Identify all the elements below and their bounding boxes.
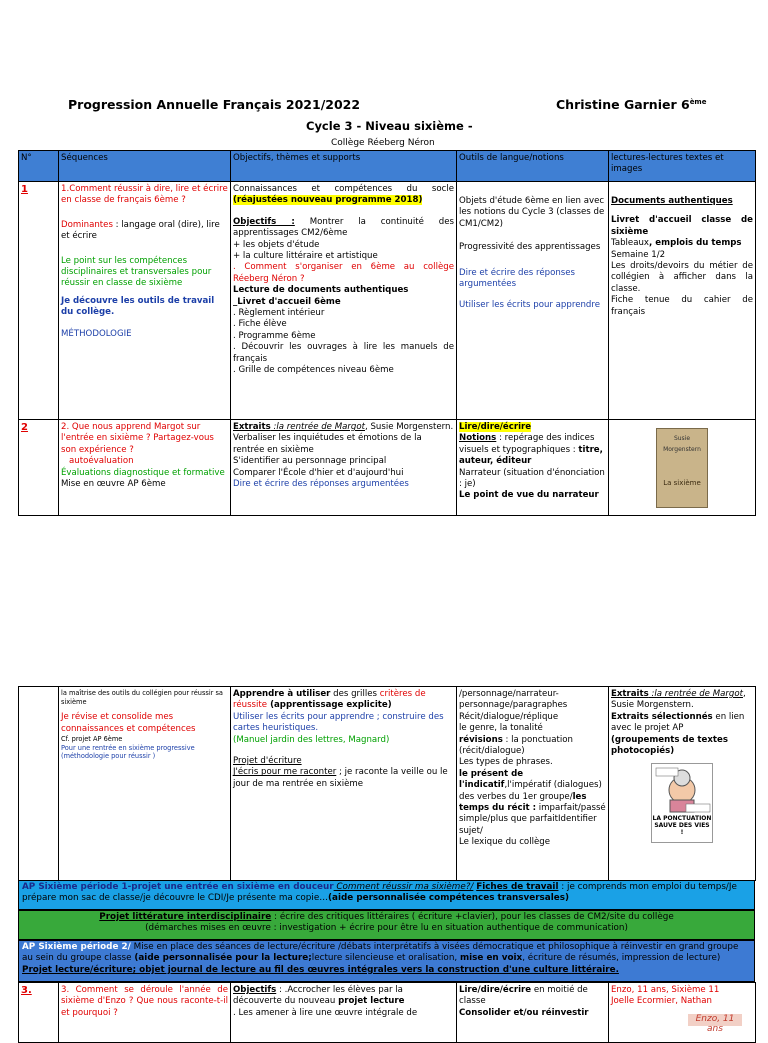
row3-lec-sel-text: en lien avec le projet AP bbox=[611, 711, 745, 734]
row3-out-3: le genre, la tonalité bbox=[459, 723, 543, 734]
table-row-1 bbox=[19, 182, 756, 420]
row2-out-narr: Narrateur (situation d'énonciation : je) bbox=[459, 467, 605, 490]
row1-lec-livret: Livret d'accueil classe de sixième bbox=[611, 215, 753, 237]
ap-periode-2-band bbox=[18, 940, 755, 982]
row1-out-util: Utiliser les écrits pour apprendre bbox=[459, 300, 601, 311]
progression-table-bottom bbox=[18, 686, 756, 881]
row4-out-lire-line bbox=[459, 985, 606, 1008]
row1-obj-b1: + les objets d'étude bbox=[233, 239, 320, 250]
ponctuation-poster-image bbox=[651, 763, 713, 843]
row3-obj-projet: Projet d'écriture bbox=[233, 756, 302, 767]
row4-obj-label: Objectifs bbox=[233, 985, 277, 995]
row3-lec-sel: Extraits sélectionnés bbox=[611, 711, 713, 722]
row1-out-dire: Dire et écrire des réponses argumentées bbox=[459, 267, 576, 290]
row3-out-1: /personnage/narrateur-personnage/paragraphes bbox=[459, 689, 568, 711]
author-sup: ème bbox=[689, 97, 707, 106]
row4-out-cons: Consolider et/ou réinvestir bbox=[459, 1007, 589, 1018]
row1-seq-title: 1.Comment réussir à dire, lire et écrire en classe de français 6ème ? bbox=[61, 184, 228, 206]
table-row-2 bbox=[19, 420, 756, 516]
ap1-rest: : je comprends mon emploi du temps/Je prépare mon sac de classe/je découvre le CDI/Je présente ma copie… bbox=[22, 882, 737, 904]
row4-out-lire-text: en moitié de classe bbox=[459, 985, 588, 1007]
row1-obj-line1-text: Connaissances et compétences du socle bbox=[233, 184, 454, 194]
col-header-num: N° bbox=[19, 151, 59, 182]
row3-obj-app-a: Apprendre à utiliser bbox=[233, 689, 331, 699]
row3-obj-app-b: des grilles bbox=[330, 689, 380, 699]
row3-obj-jecris-label: J'écris pour me raconter bbox=[233, 767, 337, 778]
row1-obj-red: . Comment s'organiser en 6ème au collège Réeberg Néron ? bbox=[233, 262, 454, 284]
row3-lec-sel-line bbox=[611, 712, 753, 735]
row1-obj-lecture: Lecture de documents authentiques bbox=[233, 285, 409, 296]
row3-obj-app bbox=[233, 689, 454, 712]
row2-obj-comp: Comparer l'École d'hier et d'aujourd'hui bbox=[233, 467, 404, 478]
row2-outils-langue bbox=[457, 420, 609, 516]
row3-out-imp: ,l'impératif (dialogues) des verbes du 1er groupe/ bbox=[459, 780, 602, 802]
row1-obj-livret: _Livret d'accueil 6ème bbox=[233, 296, 341, 307]
progression-table-seq3 bbox=[18, 982, 756, 1043]
row4-num bbox=[19, 983, 59, 1043]
row3-obj-jecris-text: ; je raconte la veille ou le jour de ma rentrée en sixième bbox=[233, 767, 448, 789]
row3-out-2: Récit/dialogue/réplique bbox=[459, 711, 559, 722]
row3-lec-extraits-text: :la rentrée de Margot bbox=[648, 689, 743, 699]
row3-obj-app-c: critères de réussite bbox=[233, 689, 426, 711]
projet-litterature-band bbox=[18, 910, 755, 940]
row3-obj-manuel: (Manuel jardin des lettres, Magnard) bbox=[233, 734, 390, 745]
row2-seq-title: 2. Que nous apprend Margot sur l'entrée en sixième ? Partagez-vous son expérience ? bbox=[61, 422, 214, 455]
row3-out-types: Les types de phrases. bbox=[459, 757, 553, 768]
row1-outils-langue bbox=[457, 182, 609, 420]
row2-lectures bbox=[609, 420, 756, 516]
ap1-aide: (aide personnalisée compétences transversales) bbox=[328, 893, 569, 904]
row4-obj-text2: . Les amener à lire une œuvre intégrale de bbox=[233, 1007, 418, 1018]
document-title: Progression Annuelle Français 2021/2022 bbox=[68, 97, 361, 112]
row3-out-temps-text: imparfait/passé simple/plus que parfaitIdentifier sujet/ bbox=[459, 803, 606, 836]
row1-outils: Je découvre les outils de travail du collège. bbox=[61, 295, 215, 318]
row2-obj-dire: Dire et écrire des réponses argumentées bbox=[233, 479, 409, 490]
poster-caption: LA PONCTUATION SAUVE DES VIES ! bbox=[652, 815, 712, 837]
row4-num-text: 3. bbox=[21, 985, 32, 996]
proj-text: : écrire des critiques littéraires ( écriture +clavier), pour les classes de CM2/site du collège bbox=[271, 912, 674, 922]
row2-seq-ap: Mise en œuvre AP 6ème bbox=[61, 479, 166, 490]
row3-lec-extraits bbox=[611, 689, 753, 712]
row1-obj-decouv: . Découvrir les ouvrages à lire les manuels de français bbox=[233, 342, 454, 364]
book-cover-author: Susie Morgenstern bbox=[663, 435, 701, 454]
col-header-objectifs: Objectifs, thèmes et supports bbox=[231, 151, 457, 182]
row3-lec-grp: (groupements de textes photocopiés) bbox=[611, 734, 728, 757]
row2-num-text: 2 bbox=[21, 422, 28, 433]
row1-obj-highlight: (réajustées nouveau programme 2018) bbox=[233, 195, 423, 206]
row1-dom-text: : langage oral (dire), lire et écrire bbox=[61, 219, 220, 242]
row4-obj bbox=[233, 985, 454, 1008]
row1-num bbox=[19, 182, 59, 420]
row2-out-notions bbox=[459, 433, 606, 467]
ap1-fiches: Fiches de travail bbox=[476, 882, 559, 892]
ap1-question: Comment réussir ma sixième?/ bbox=[333, 882, 474, 892]
row1-lec-tab bbox=[611, 238, 753, 249]
ap2-projet: Projet lecture/écriture; objet journal de lecture au fil des œuvres intégrales vers la construction d'une culture littéraire. bbox=[22, 964, 619, 975]
row1-obj-line1 bbox=[233, 184, 454, 207]
row2-out-titre: titre, auteur, éditeur bbox=[459, 444, 603, 467]
row4-lectures bbox=[609, 983, 756, 1043]
row2-objectifs bbox=[231, 420, 457, 516]
table-row-continued bbox=[19, 687, 756, 881]
row1-out-line1: Objets d'étude 6ème en lien avec les notions du Cycle 3 (classes de CM1/CM2) bbox=[459, 196, 605, 229]
row2-obj-extraits-text: :la rentrée de Margot bbox=[270, 422, 365, 432]
col-header-sequences: Séquences bbox=[59, 151, 231, 182]
row1-dom-label: Dominantes bbox=[61, 219, 113, 230]
author-text: Christine Garnier 6 bbox=[556, 97, 690, 112]
row1-lec-tab-a: Tableaux bbox=[611, 238, 650, 249]
row1-lec-tab-b: , emplois du temps bbox=[649, 238, 742, 249]
row1-methodologie: MÉTHODOLOGIE bbox=[61, 328, 132, 339]
proj-text2: (démarches mises en œuvre : investigation + écrire pour être lu en situation authentique de communication) bbox=[145, 923, 628, 934]
row2-obj-ident: S'identifier au personnage principal bbox=[233, 456, 387, 467]
ap2-label: AP Sixième période 2/ bbox=[22, 942, 131, 952]
table-row-3 bbox=[19, 983, 756, 1043]
row1-obj-label: Objectifs : bbox=[233, 216, 295, 227]
row1-point: Le point sur les compétences disciplinaires et transversales pour réussir en classe de sixième bbox=[61, 255, 212, 289]
row3-obj-util: Utiliser les écrits pour apprendre ; construire des cartes heuristiques. bbox=[233, 711, 444, 734]
proj-label: Projet littérature interdisciplinaire bbox=[99, 912, 272, 922]
ap2-text3: , écriture de résumés, impression de lecture) bbox=[522, 953, 721, 964]
enzo-book-cover: Enzo, 11 ans bbox=[688, 1014, 742, 1026]
row1-obj-text: Montrer la continuité des apprentissages CM2/6ème bbox=[233, 216, 454, 239]
row4-objectifs bbox=[231, 983, 457, 1043]
row2-out-notions-text: : repérage des indices visuels et typographiques : bbox=[459, 433, 595, 455]
row3-lectures bbox=[609, 687, 756, 881]
row4-sequence bbox=[59, 983, 231, 1043]
book-cover-title: La sixième bbox=[663, 478, 701, 487]
row1-out-prog: Progressivité des apprentissages bbox=[459, 242, 601, 253]
row3-seq-revise: Je révise et consolide mes connaissances et compétences bbox=[61, 712, 196, 734]
row3-out-lex: Le lexique du collège bbox=[459, 837, 550, 848]
row3-outils-langue bbox=[457, 687, 609, 881]
row2-seq-auto: autoévaluation bbox=[69, 456, 134, 467]
ap-periode-1-band bbox=[18, 880, 755, 910]
col-header-outils: Outils de langue/notions bbox=[457, 151, 609, 182]
row2-sequence bbox=[59, 420, 231, 516]
row4-obj-proj: projet lecture bbox=[338, 996, 405, 1007]
row1-obj-objectifs bbox=[233, 217, 454, 240]
book-cover-la-sixieme bbox=[656, 428, 708, 508]
ap1-label: AP Sixième période 1-projet une entrée en sixième en douceur bbox=[22, 882, 334, 892]
row1-obj-fiche: . Fiche élève bbox=[233, 319, 287, 330]
ap2-aide: (aide personnalisée pour la lecture; bbox=[134, 953, 312, 964]
ap2-mise: mise en voix bbox=[460, 953, 523, 964]
row1-sequence bbox=[59, 182, 231, 420]
row2-out-notions-label: Notions bbox=[459, 433, 497, 444]
row1-obj-b2: + la culture littéraire et artistique bbox=[233, 251, 378, 262]
row3-out-rev bbox=[459, 735, 606, 758]
row4-lec-author: Joelle Ecormier, Nathan bbox=[611, 996, 712, 1007]
row3-lec-extraits-label: Extraits bbox=[611, 689, 649, 699]
ap2-text2: lecture silencieuse et oralisation, bbox=[311, 953, 460, 964]
row1-lec-label: Documents authentiques bbox=[611, 196, 733, 206]
row3-sequence bbox=[59, 687, 231, 881]
row2-out-pdv: Le point de vue du narrateur bbox=[459, 490, 599, 501]
poster-grandma-icon bbox=[652, 764, 712, 814]
row4-outils-langue bbox=[457, 983, 609, 1043]
row3-out-pres: le présent de l'indicatif bbox=[459, 768, 524, 791]
col-header-lectures: lectures-lectures textes et images bbox=[609, 151, 756, 182]
row3-objectifs bbox=[231, 687, 457, 881]
row1-obj-grille: . Grille de compétences niveau 6ème bbox=[233, 365, 394, 376]
row2-seq-eval: Évaluations diagnostique et formative bbox=[61, 467, 225, 478]
row3-num bbox=[19, 687, 59, 881]
row3-out-temps: les temps du récit : bbox=[459, 791, 587, 814]
row3-seq-cf: Cf. projet AP 6ème bbox=[61, 735, 123, 743]
row1-lectures bbox=[609, 182, 756, 420]
row2-obj-author: , Susie Morgenstern. bbox=[365, 422, 454, 432]
row2-out-lire: Lire/dire/écrire bbox=[459, 422, 532, 432]
row4-seq-title: 3. Comment se déroule l'année de sixième d'Enzo ? Que nous raconte-t-il et pourquoi ? bbox=[61, 985, 228, 1018]
row4-out-lire: Lire/dire/écrire bbox=[459, 985, 532, 995]
row2-num bbox=[19, 420, 59, 516]
row3-out-rev-text: : la ponctuation (récit/dialogue) bbox=[459, 734, 573, 757]
row4-obj-text: : .Accrocher les élèves par la découverte du nouveau bbox=[233, 985, 403, 1007]
school-name: Collège Réeberg Néron bbox=[331, 138, 435, 148]
row4-lec-title: Enzo, 11 ans, Sixième 11 bbox=[611, 985, 720, 995]
table-header-row bbox=[19, 151, 756, 182]
row2-obj-extraits-label: Extraits bbox=[233, 422, 271, 432]
row3-seq-pour: Pour une rentrée en sixième progressive (méthodologie pour réussir ) bbox=[61, 743, 195, 761]
row1-obj-prog: . Programme 6ème bbox=[233, 330, 316, 341]
row3-out-pres-line bbox=[459, 769, 606, 837]
ap2-text: Mise en place des séances de lecture/écriture /débats interprétatifs à visées démocratique et philosophique à réinvestir en grand groupe au sein du groupe classe bbox=[22, 942, 739, 964]
row1-lec-droits: Les droits/devoirs du métier de collégien à afficher dans la classe. bbox=[611, 261, 753, 294]
row3-lec-author: , Susie Morgenstern. bbox=[611, 689, 746, 711]
row1-obj-reg: . Règlement intérieur bbox=[233, 308, 325, 319]
row3-out-rev-label: révisions bbox=[459, 734, 503, 745]
row1-num-text: 1 bbox=[21, 184, 28, 195]
row2-obj-extraits bbox=[233, 422, 454, 433]
row3-obj-jecris bbox=[233, 767, 454, 790]
progression-table-top bbox=[18, 150, 756, 516]
row3-obj-app-d: (apprentissage explicite) bbox=[267, 700, 392, 711]
row3-seq-maitrise: la maîtrise des outils du collégien pour réussir sa sixième bbox=[61, 689, 223, 706]
row1-dominantes bbox=[61, 220, 228, 243]
author-name bbox=[556, 97, 706, 112]
row2-obj-verb: Verbaliser les inquiétudes et émotions de la rentrée en sixième bbox=[233, 433, 422, 455]
row1-objectifs bbox=[231, 182, 457, 420]
row1-lec-semaine: Semaine 1/2 bbox=[611, 249, 666, 260]
row1-lec-fiche: Fiche tenue du cahier de français bbox=[611, 295, 753, 317]
cycle-title: Cycle 3 - Niveau sixième - bbox=[306, 119, 473, 133]
